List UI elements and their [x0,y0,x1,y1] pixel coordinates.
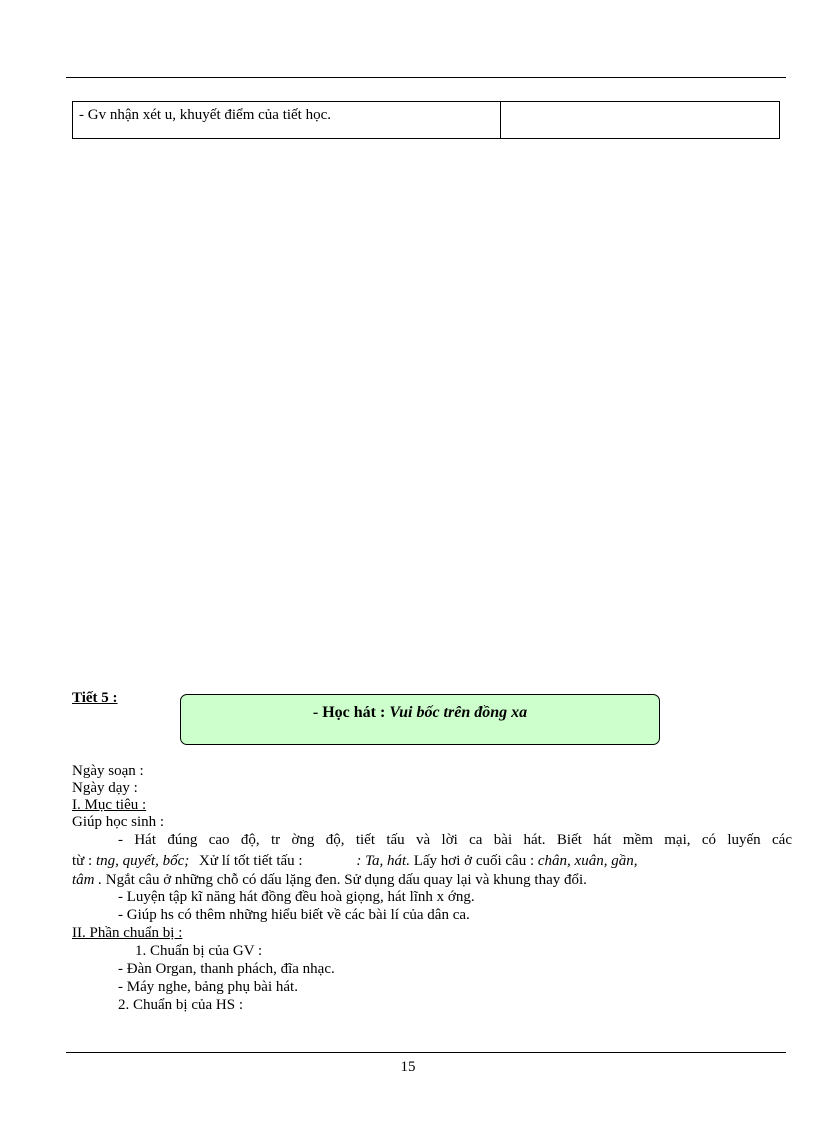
section2-heading: II. Phần chuẩn bị : [72,925,183,941]
section2-heading-line [72,925,792,942]
table-cell-teacher-activity: - Gv nhận xét u, khuyết điểm của tiết học. [73,102,501,139]
objective-1-part-c: Xử lí tốt tiết tấu : [199,853,303,869]
table-row [73,102,780,139]
objective-1-line-1: - Hát đúng cao độ, tr ờng độ, tiết tấu và lời ca bài hát. Biết hát mềm mại, có luyến các [118,832,792,848]
objective-3: - Giúp hs có thêm những hiểu biết về các bài lí của dân ca. [118,907,470,923]
objective-1-part-e: Lấy hơi ở cuối câu : [413,853,535,869]
prep-gv-item-2: - Máy nghe, bảng phụ bài hát. [118,979,298,995]
objective-1-part-g: tâm . [72,872,102,888]
objective-1-line-3 [72,872,792,889]
objective-1-line-2 [72,853,792,870]
objective-1-part-d: : Ta, hát. [356,853,410,869]
objective-1-part-a: từ : [72,853,93,869]
lesson-title-box [180,694,660,745]
objective-1-part-h: Ngắt câu ở những chỗ có dấu lặng đen. Sử dụng dấu quay lại và khung thay đổi. [105,872,587,888]
section1-heading: I. Mục tiêu : [72,797,147,813]
intro-text: Giúp học sinh : [72,814,165,830]
header-rule [66,77,786,78]
lesson-title-prefix: - Học hát : [312,704,386,721]
prep-gv-item-1: - Đàn Organ, thanh phách, đĩa nhạc. [118,961,335,977]
lesson-label: Tiết 5 : [72,690,118,706]
objective-2: - Luyện tập kĩ năng hát đồng đều hoà giọng, hát lĩnh x ớng. [118,889,475,905]
prep-hs-heading: 2. Chuẩn bị của HS : [118,997,243,1013]
objective-1-part-b: tng, quyết, bốc; [95,853,190,869]
footer-rule [66,1052,786,1053]
page-number: 15 [400,1059,416,1075]
prep-gv-heading: 1. Chuẩn bị của GV : [135,943,263,959]
song-title: Vui bốc trên đồng xa [389,704,528,721]
section1-heading-line [72,797,792,814]
date-prepared: Ngày soạn : [72,763,144,779]
table-cell-student-activity [501,102,780,139]
date-taught: Ngày dạy : [72,780,138,796]
objective-1-part-f: chân, xuân, gần, [537,853,638,869]
activity-table [72,101,780,139]
